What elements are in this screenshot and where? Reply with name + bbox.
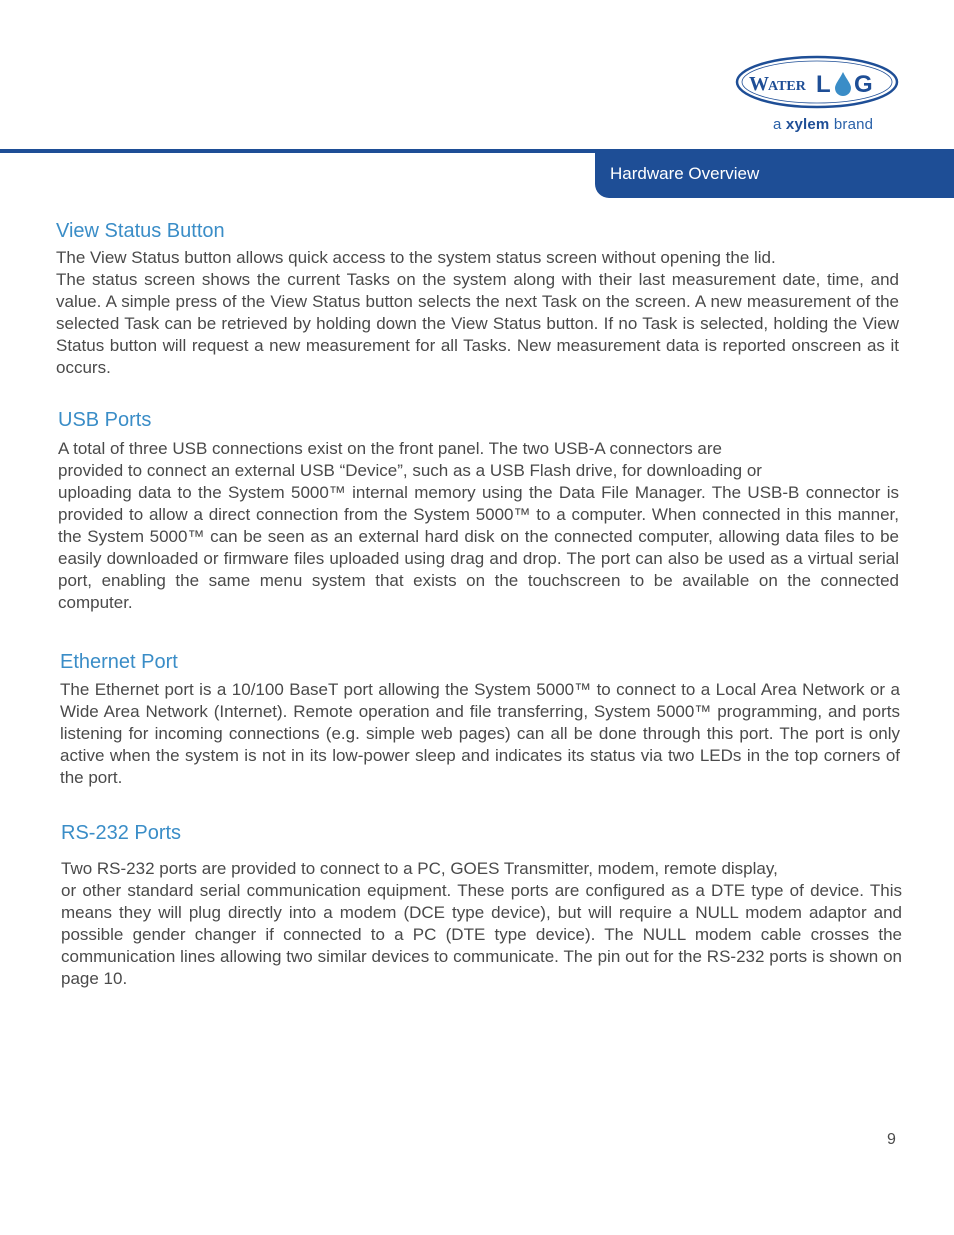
brand-suffix: brand — [833, 116, 874, 133]
waterlog-logo — [735, 55, 900, 110]
section-title: USB Ports — [58, 409, 152, 431]
body-first-line: The View Status button allows quick access to the system status screen without opening the lid. — [56, 248, 776, 267]
svg-text:W: W — [749, 73, 769, 95]
body-text: uploading data to the System 5000™ internal memory using the Data File Manager. The USB-B connector is provided to allow a direct connection from the System 5000™ to a computer. When connected in this manner, the System 5000™ can be seen as an external hard disk on the connected computer, allowing data files to be easily downloaded or firmware files uploaded using drag and drop. The port can also be used as a virtual serial port, enabling the same menu system that exists on the touchscreen to be available on the connected computer. — [58, 483, 899, 612]
page-number: 9 — [887, 1131, 896, 1148]
section-title: Ethernet Port — [60, 651, 178, 673]
section-body — [56, 247, 899, 379]
section-body — [60, 679, 900, 789]
svg-text:ATER: ATER — [768, 79, 806, 94]
section-rs232-ports — [61, 822, 902, 990]
svg-text:G: G — [854, 71, 873, 98]
body-second-line: provided to connect an external USB “Device”, such as a USB Flash drive, for downloading or — [58, 461, 762, 480]
body-text: or other standard serial communication equipment. These ports are configured as a DTE type of device. This means they will plug directly into a modem (DCE type device), but will require a NULL modem adaptor and possible gender changer if connected to a PC (DTE type device). The NULL modem cable crosses the communication lines allowing two similar devices to communicate. The pin out for the RS-232 ports is shown on page 10. — [61, 881, 902, 988]
body-text: The Ethernet port is a 10/100 BaseT port allowing the System 5000™ to connect to a Local Area Network or a Wide Area Network (Internet). Remote operation and file transferring, System 5000™ programming, and ports listening for incoming connections (e.g. simple web pages) can all be done through this port. The port is only active when the system is not in its low-power sleep and indicates its status via two LEDs in the top corners of the port. — [60, 680, 900, 787]
svg-text:L: L — [816, 71, 831, 98]
section-view-status — [56, 220, 899, 379]
xylem-brand-line — [773, 116, 873, 133]
body-first-line: A total of three USB connections exist on the front panel. The two USB-A connectors are — [58, 439, 723, 458]
body-first-line: Two RS-232 ports are provided to connect to a PC, GOES Transmitter, modem, remote display, — [61, 859, 778, 878]
section-tab: Hardware Overview — [595, 149, 954, 198]
section-body — [61, 858, 902, 990]
body-text: The status screen shows the current Tasks on the system along with their last measurement date, time, and value. A simple press of the View Status button selects the next Task on the screen. A new measurement of the selected Task can be retrieved by holding down the View Status button. If no Task is selected, holding the View Status button will request a new measurement for all Tasks. New measurement data is reported onscreen as it occurs. — [56, 270, 899, 377]
section-title: RS-232 Ports — [61, 822, 182, 844]
brand-prefix: a — [773, 116, 782, 133]
xylem-brand-name: xylem — [785, 116, 830, 133]
section-title: View Status Button — [56, 220, 225, 242]
section-body — [58, 438, 899, 614]
section-usb-ports — [58, 409, 899, 614]
section-ethernet-port — [60, 651, 900, 789]
